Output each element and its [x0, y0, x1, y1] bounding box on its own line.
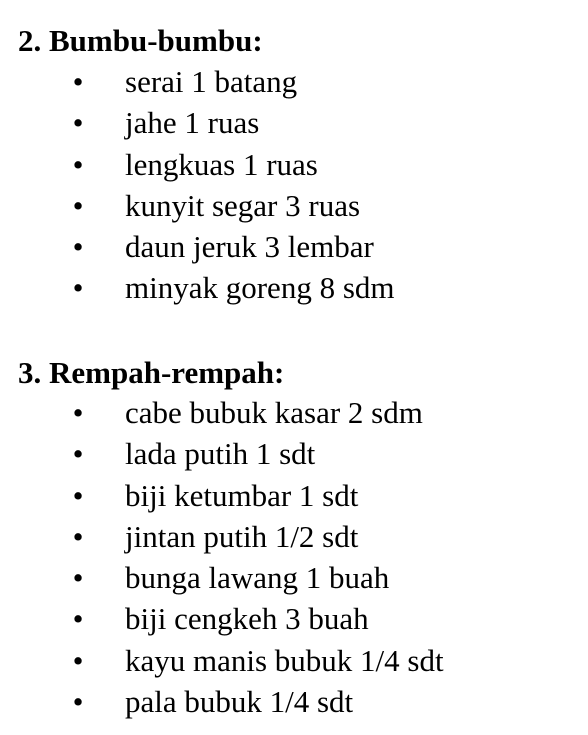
list-item-text: kunyit segar 3 ruas: [125, 187, 361, 223]
bullet-icon: •: [72, 187, 84, 223]
bullet-icon: •: [72, 518, 84, 554]
list-item-text: pala bubuk 1/4 sdt: [125, 684, 354, 720]
list-item-text: lengkuas 1 ruas: [125, 146, 318, 182]
bullet-icon: •: [72, 684, 84, 720]
bullet-icon: •: [72, 642, 84, 678]
list-item-text: cabe bubuk kasar 2 sdm: [125, 395, 423, 430]
list-item-text: daun jeruk 3 lembar: [125, 229, 374, 265]
list-item-text: kayu manis bubuk 1/4 sdt: [125, 642, 444, 678]
bullet-icon: •: [72, 436, 84, 472]
bullet-icon: •: [72, 105, 84, 141]
bullet-icon: •: [72, 395, 84, 430]
bullet-icon: •: [72, 601, 84, 637]
list-item-text: biji ketumbar 1 sdt: [125, 477, 359, 513]
list-item-text: jintan putih 1/2 sdt: [125, 518, 359, 554]
section-heading-bumbu: 2. Bumbu-bumbu:: [18, 23, 263, 58]
bullet-icon: •: [72, 560, 84, 596]
list-item-text: serai 1 batang: [125, 64, 298, 99]
list-item-text: minyak goreng 8 sdm: [125, 270, 395, 306]
list-item-text: lada putih 1 sdt: [125, 436, 316, 472]
bullet-icon: •: [72, 146, 84, 182]
bullet-icon: •: [72, 229, 84, 265]
bullet-icon: •: [72, 64, 84, 99]
list-item-text: biji cengkeh 3 buah: [125, 601, 369, 637]
section-heading-rempah: 3. Rempah-rempah:: [18, 355, 285, 390]
list-item-text: jahe 1 ruas: [125, 105, 260, 141]
bullet-icon: •: [72, 270, 84, 306]
bullet-icon: •: [72, 477, 84, 513]
list-item-text: bunga lawang 1 buah: [125, 560, 390, 596]
